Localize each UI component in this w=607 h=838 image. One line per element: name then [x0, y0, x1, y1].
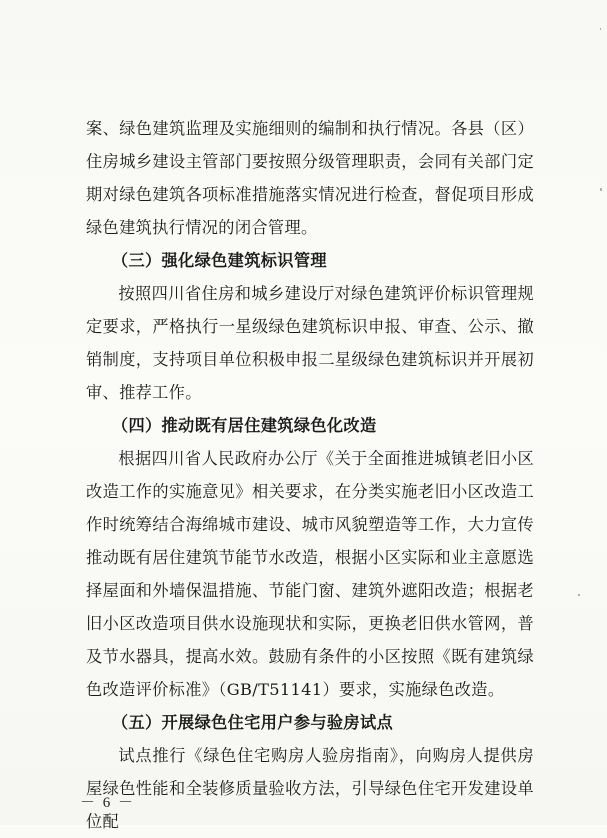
section-heading-4: （四）推动既有居住建筑绿色化改造 [111, 416, 377, 435]
paragraph-label-management: 按照四川省住房和城乡建设厅对绿色建筑评价标识管理规定要求，严格执行一星级绿色建筑标识申报、审查、公示、撤销制度，支持项目单位积极申报二星级绿色建筑标识并开展初审、推荐工作。 [86, 284, 534, 402]
page-number: － 6 － [80, 795, 136, 811]
section-heading-5: （五）开展绿色住宅用户参与验房试点 [111, 713, 394, 732]
scan-speck [600, 188, 602, 191]
document-body [86, 112, 534, 838]
scan-speck [578, 594, 580, 596]
paragraph-residential-retrofit: 根据四川省人民政府办公厅《关于全面推进城镇老旧小区改造工作的实施意见》相关要求，在分类实施老旧小区改造工作时统筹结合海绵城市建设、城市风貌塑造等工作，大力宣传推动既有居住建筑节能节水改造，根据小区实际和业主意愿选择屋面和外墙保温措施、节能门窗、建筑外遮阳改造；根据老旧小区改造项目供水设施现状和实际，更换老旧供水管网，普及节水器具，提高水效。鼓励有条件的小区按照《既有建筑绿色改造评价标准》（GB/T51141）要求，实施绿色改造。 [86, 449, 534, 699]
paragraph-inspection-pilot: 试点推行《绿色住宅购房人验房指南》，向购房人提供房屋绿色性能和全装修质量验收方法，引导绿色住宅开发建设单位配 [86, 746, 534, 831]
scan-speck [600, 28, 601, 30]
section-heading-3: （三）强化绿色建筑标识管理 [111, 251, 327, 270]
paragraph-continued: 案、绿色建筑监理及实施细则的编制和执行情况。各县（区）住房城乡建设主管部门要按照分级管理职责，会同有关部门定期对绿色建筑各项标准措施落实情况进行检查，督促项目形成绿色建筑执行情况的闭合管理。 [86, 119, 534, 237]
